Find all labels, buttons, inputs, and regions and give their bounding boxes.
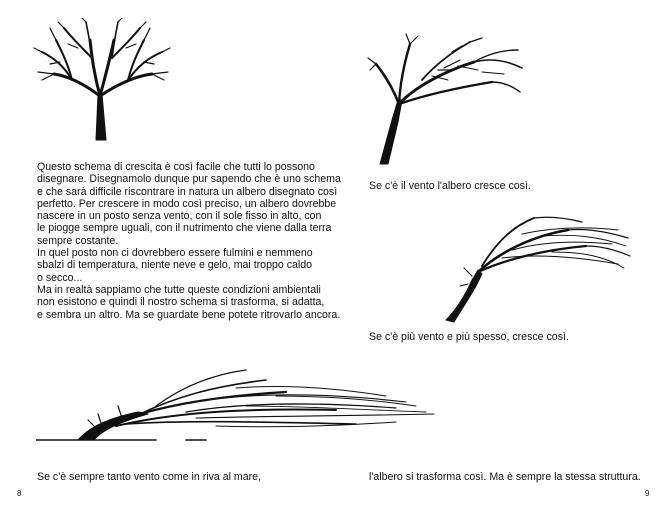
body-line: Ma in realtà sappiamo che tutte queste condizioni ambientali	[37, 283, 321, 296]
body-line: sbalzi di temperatura, niente neve e gelo, mai troppo caldo	[37, 259, 313, 272]
body-line: nascere in un posto senza vento, con il sole fisso in alto, con	[37, 210, 322, 223]
page-number-right: 9	[645, 489, 650, 498]
right-bottom-caption: l'albero si trasforma così. Ma è sempre la stessa struttura.	[369, 471, 641, 483]
left-bottom-caption: Se c'è sempre tanto vento come in riva al mare,	[37, 471, 262, 483]
caption-wind: Se c'è il vento l'albero cresce così.	[369, 180, 531, 192]
schema-description-paragraph	[37, 161, 341, 321]
symmetric-tree-illustration	[32, 18, 172, 144]
body-line: perfetto. Per crescere in modo così preciso, un albero dovrebbe	[37, 197, 337, 210]
strong-wind-tree-illustration	[442, 206, 632, 324]
seashore-tree-illustration	[36, 366, 436, 446]
body-line: o secco...	[37, 271, 83, 284]
body-line: e sembra un altro. Ma se guardate bene potete ritrovarlo ancora.	[37, 308, 341, 321]
body-line: disegnare. Disegnamolo dunque pur sapendo che è uno schema	[37, 173, 341, 186]
body-line: e che sarà difficile riscontrare in natura un albero disegnato così	[37, 185, 338, 198]
body-line: le piogge sempre uguali, con il nutrimento che viene dalla terra	[37, 222, 332, 235]
body-line: non esistono e quindi il nostro schema si trasforma, si adatta,	[37, 296, 325, 309]
page-number-left: 8	[17, 489, 22, 498]
caption-more-wind: Se c'è più vento e più spesso, cresce così.	[369, 331, 569, 343]
body-line: sempre costante.	[37, 234, 119, 247]
body-line: In quel posto non ci dovrebbero essere fulmini e nemmeno	[37, 247, 313, 260]
body-line: Questo schema di crescita è così facile che tutti lo possono	[37, 161, 315, 173]
wind-bent-tree-illustration	[362, 24, 532, 166]
